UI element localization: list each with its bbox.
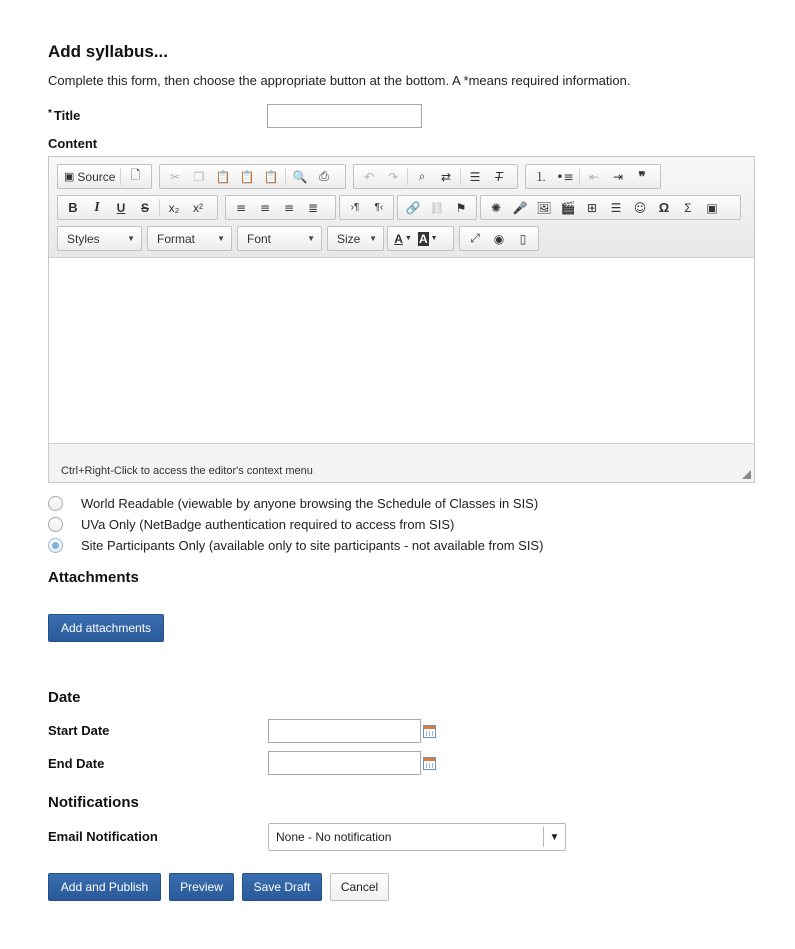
- email-notification-value: None - No notification: [276, 830, 392, 844]
- text-color-label: A: [394, 231, 403, 246]
- font-dropdown[interactable]: [237, 226, 322, 251]
- replace-icon[interactable]: ⇄: [440, 169, 452, 184]
- editor-content-area[interactable]: [49, 258, 754, 444]
- form-instructions: Complete this form, then choose the appropriate button at the bottom. A *means required information.: [48, 73, 631, 88]
- select-all-icon[interactable]: ☰: [469, 169, 481, 184]
- image-icon[interactable]: 🖼: [536, 200, 552, 215]
- add-and-publish-button[interactable]: Add and Publish: [48, 873, 161, 901]
- align-left-icon[interactable]: ≡: [235, 200, 247, 215]
- required-mark: *: [48, 108, 52, 119]
- radio-button-selected[interactable]: [48, 538, 63, 553]
- toolbar-group-bidi: [339, 195, 394, 220]
- notifications-heading: Notifications: [48, 794, 139, 811]
- attachments-heading: Attachments: [48, 569, 139, 586]
- size-label: Size: [337, 231, 361, 246]
- anchor-flag-icon[interactable]: ⚑: [455, 200, 467, 215]
- video-icon[interactable]: 🎬: [560, 200, 576, 215]
- source-label: Source: [77, 169, 116, 184]
- radio-site-participants[interactable]: [48, 538, 543, 553]
- chevron-down-icon: ▼: [543, 827, 565, 847]
- chevron-down-icon: ▼: [307, 234, 315, 243]
- radio-button[interactable]: [48, 496, 63, 511]
- toolbar-separator: [120, 168, 121, 185]
- accessibility-icon[interactable]: ◉: [493, 231, 505, 246]
- end-date-input[interactable]: [268, 751, 421, 775]
- toolbar-separator: [407, 168, 408, 185]
- styles-label: Styles: [67, 231, 100, 246]
- editor-status-text: Ctrl+Right-Click to access the editor's context menu: [61, 465, 313, 477]
- radio-label: Site Participants Only (available only to site participants - not available from SIS): [81, 538, 544, 553]
- bulleted-list-icon[interactable]: •≡: [556, 169, 574, 184]
- start-date-input[interactable]: [268, 719, 421, 743]
- undo-icon[interactable]: ↶: [363, 169, 375, 184]
- radio-world-readable[interactable]: [48, 496, 538, 511]
- rich-text-editor: [48, 156, 755, 483]
- source-icon: ▣: [64, 171, 75, 183]
- font-label: Font: [247, 231, 272, 246]
- toolbar-group-basicstyles: [57, 195, 218, 220]
- indent-icon[interactable]: ⇥: [612, 169, 624, 184]
- toolbar-group-links: [397, 195, 477, 220]
- email-notification-select[interactable]: [268, 823, 566, 851]
- title-input[interactable]: [267, 104, 422, 128]
- special-char-omega-button[interactable]: Ω: [658, 200, 670, 215]
- end-date-label: End Date: [48, 756, 105, 771]
- toolbar-group-document: [57, 164, 152, 189]
- page-title: Add syllabus...: [48, 42, 168, 61]
- redo-icon[interactable]: ↷: [387, 169, 399, 184]
- align-center-icon[interactable]: ≡: [259, 200, 271, 215]
- title-label: [48, 108, 80, 123]
- copy-icon[interactable]: ❐: [193, 169, 205, 184]
- rtl-button[interactable]: ¶‹: [374, 202, 384, 213]
- size-dropdown[interactable]: [327, 226, 384, 251]
- ltr-button[interactable]: ›¶: [350, 202, 360, 213]
- bg-color-label: A: [419, 231, 428, 246]
- preview-icon[interactable]: 🔍: [292, 169, 308, 184]
- toolbar-separator: [460, 168, 461, 185]
- paste-text-icon[interactable]: 📋: [239, 169, 255, 184]
- preview-button[interactable]: Preview: [169, 873, 234, 901]
- widget-gear-icon[interactable]: ✺: [490, 200, 502, 215]
- toolbar-group-colors: [387, 226, 454, 251]
- remove-format-icon[interactable]: T̶: [495, 169, 503, 184]
- toolbar-separator: [159, 199, 160, 216]
- underline-button[interactable]: U: [116, 200, 126, 215]
- bg-color-button[interactable]: [415, 228, 441, 249]
- editor-toolbar: [49, 157, 754, 258]
- chevron-down-icon: ▼: [369, 234, 377, 243]
- styles-dropdown[interactable]: [57, 226, 142, 251]
- align-justify-icon[interactable]: ≣: [307, 200, 319, 215]
- unlink-icon[interactable]: ⛓: [429, 200, 445, 215]
- toolbar-separator: [285, 168, 286, 185]
- smiley-icon[interactable]: ☺: [633, 200, 647, 215]
- resize-grip-icon[interactable]: [742, 470, 751, 479]
- link-icon[interactable]: 🔗: [405, 200, 421, 215]
- toolbar-group-editing: [353, 164, 518, 189]
- superscript-button[interactable]: x²: [193, 200, 203, 215]
- toolbar-group-insert: [480, 195, 741, 220]
- print-icon[interactable]: ⎙: [319, 169, 329, 183]
- chevron-down-icon: ▼: [404, 235, 412, 242]
- calendar-icon[interactable]: [423, 757, 436, 770]
- format-dropdown[interactable]: [147, 226, 232, 251]
- strikethrough-button[interactable]: S: [140, 200, 149, 215]
- paste-icon[interactable]: 📋: [215, 169, 231, 184]
- add-attachments-button[interactable]: Add attachments: [48, 614, 164, 642]
- toolbar-group-tools: [459, 226, 539, 251]
- numbered-list-icon[interactable]: ⒈: [534, 170, 547, 184]
- calendar-icon[interactable]: [423, 725, 436, 738]
- paste-word-icon[interactable]: 📋: [263, 169, 279, 184]
- math-sigma-button[interactable]: Σ: [684, 200, 692, 215]
- title-label-text: Title: [53, 108, 81, 123]
- bold-button[interactable]: B: [68, 200, 78, 215]
- subscript-button[interactable]: x₂: [168, 200, 180, 215]
- align-right-icon[interactable]: ≡: [283, 200, 295, 215]
- outdent-icon[interactable]: ⇤: [588, 169, 600, 184]
- radio-label: UVa Only (NetBadge authentication required to access from SIS): [81, 517, 455, 532]
- horizontal-rule-icon[interactable]: ☰: [610, 200, 622, 215]
- cut-icon[interactable]: ✂: [169, 169, 181, 184]
- content-label: Content: [48, 136, 98, 151]
- toolbar-separator: [579, 168, 580, 185]
- cancel-button[interactable]: Cancel: [330, 873, 389, 901]
- save-draft-button[interactable]: Save Draft: [242, 873, 322, 901]
- find-icon[interactable]: ⌕: [418, 169, 426, 183]
- email-notification-label: Email Notification: [48, 829, 158, 844]
- maximize-icon[interactable]: ⤢: [470, 231, 480, 245]
- source-button[interactable]: [61, 166, 118, 187]
- chevron-down-icon: ▼: [217, 234, 225, 243]
- chevron-down-icon: ▼: [430, 235, 438, 242]
- toolbar-group-clipboard: [159, 164, 346, 189]
- start-date-label: Start Date: [48, 723, 110, 738]
- italic-button[interactable]: I: [94, 199, 100, 215]
- blockquote-icon[interactable]: ❞: [638, 168, 646, 184]
- toolbar-group-align: [225, 195, 336, 220]
- new-page-icon[interactable]: 🗋: [130, 168, 141, 182]
- radio-uva-only[interactable]: [48, 517, 454, 532]
- iframe-icon[interactable]: ▣: [706, 200, 718, 215]
- format-label: Format: [157, 231, 196, 246]
- radio-label: World Readable (viewable by anyone browsing the Schedule of Classes in SIS): [81, 496, 539, 511]
- chevron-down-icon: ▼: [127, 234, 135, 243]
- microphone-icon[interactable]: 🎤: [512, 200, 528, 215]
- show-blocks-icon[interactable]: ▯: [519, 231, 527, 246]
- toolbar-group-lists: [525, 164, 661, 189]
- table-icon[interactable]: ⊞: [586, 200, 598, 215]
- text-color-button[interactable]: [391, 228, 415, 249]
- date-heading: Date: [48, 689, 81, 706]
- radio-button[interactable]: [48, 517, 63, 532]
